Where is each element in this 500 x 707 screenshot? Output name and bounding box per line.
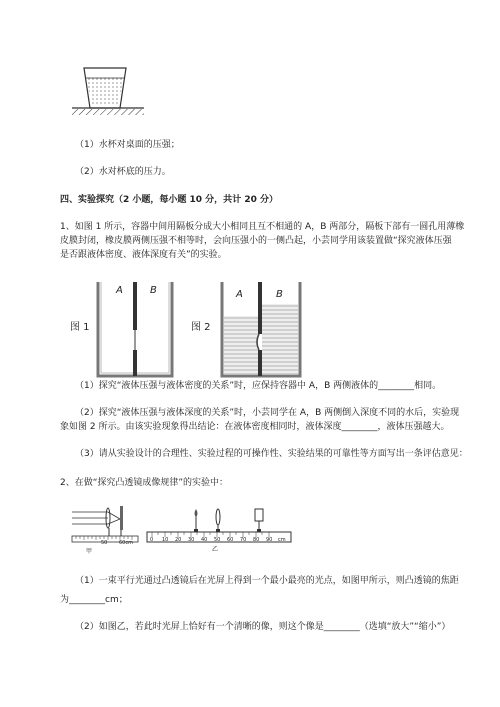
yi-tick: 80 [253, 537, 260, 543]
yi-tick: 0 [150, 537, 154, 543]
yi-tick: 20 [175, 537, 182, 543]
q1-intro-line-2: 皮膜封闭，橡皮膜两侧压强不相等时，会向压强小的一侧凸起，小芸同学用该装置做“探究液体压强 [60, 236, 452, 246]
water-cup-figure [68, 62, 148, 120]
fig1-label-a: A [116, 285, 123, 296]
jia-tick-60: 60cm [119, 540, 133, 546]
fig1-label: 图 1 [70, 322, 90, 333]
fig-yi-label: 乙 [212, 546, 219, 553]
fig2-label-b: B [276, 289, 283, 300]
q2-sub-1-line-1: （1）一束平行光通过凸透镜后在光屏上得到一个最小最亮的光点，如图甲所示，则凸透镜的焦距 [75, 576, 459, 586]
jia-tick-50: 50 [101, 540, 108, 546]
q1-sub-3: （3）请从实验设计的合理性、实验过程的可操作性、实验结果的可靠性等方面写出一条评估意见： [75, 449, 468, 459]
q1-sub-1: （1）探究“液体压强与液体密度的关系”时，应保持容器中 A，B 两侧液体的________相同。 [75, 381, 442, 391]
q-prev-item-2: （2）水对杯底的压力。 [75, 167, 171, 177]
q1-sub-2-line-1: （2）探究“液体压强与液体深度的关系”时，小芸同学在 A，B 两侧倒入深度不同的水后，实验现 [75, 408, 460, 418]
yi-tick: 90 [266, 537, 273, 543]
yi-tick: 50 [214, 537, 221, 543]
fig1-container [92, 280, 178, 380]
yi-tick: 60 [227, 537, 234, 543]
yi-tick: 30 [188, 537, 195, 543]
q-prev-item-1: （1）水杯对桌面的压强； [75, 140, 180, 150]
fig2-label: 图 2 [191, 322, 211, 333]
q1-sub-2-line-2: 象如图 2 所示。由该实验现象得出结论：在液体密度相同时，液体深度________，液体压强越大。 [60, 422, 450, 432]
yi-tick: 40 [201, 537, 208, 543]
yi-tick: cm [278, 537, 286, 543]
fig-jia-label: 甲 [86, 548, 93, 555]
yi-tick: 70 [240, 537, 247, 543]
fig2-container [216, 280, 306, 380]
q2-intro: 2、在做“探究凸透镜成像规律”的实验中： [60, 478, 229, 488]
q2-sub-1-line-2: 为________cm； [60, 595, 128, 605]
section-heading: 四、实验探究（2 小题，每小题 10 分，共计 20 分） [60, 195, 278, 205]
optical-bench-figure [145, 505, 295, 553]
fig2-label-a: A [236, 289, 243, 300]
yi-tick: 10 [162, 537, 169, 543]
q1-intro-line-3: 是否跟液体密度、液体深度有关”的实验。 [60, 250, 227, 260]
q1-intro-line-1: 1、如图 1 所示，容器中间用隔板分成大小相同且互不相通的 A，B 两部分，隔板下部有一圆孔用薄橡 [60, 222, 465, 232]
fig1-label-b: B [150, 285, 157, 296]
q2-sub-2: （2）如图乙，若此时光屏上恰好有一个清晰的像，则这个像是________（选填“放大”“缩小”） [75, 622, 451, 632]
